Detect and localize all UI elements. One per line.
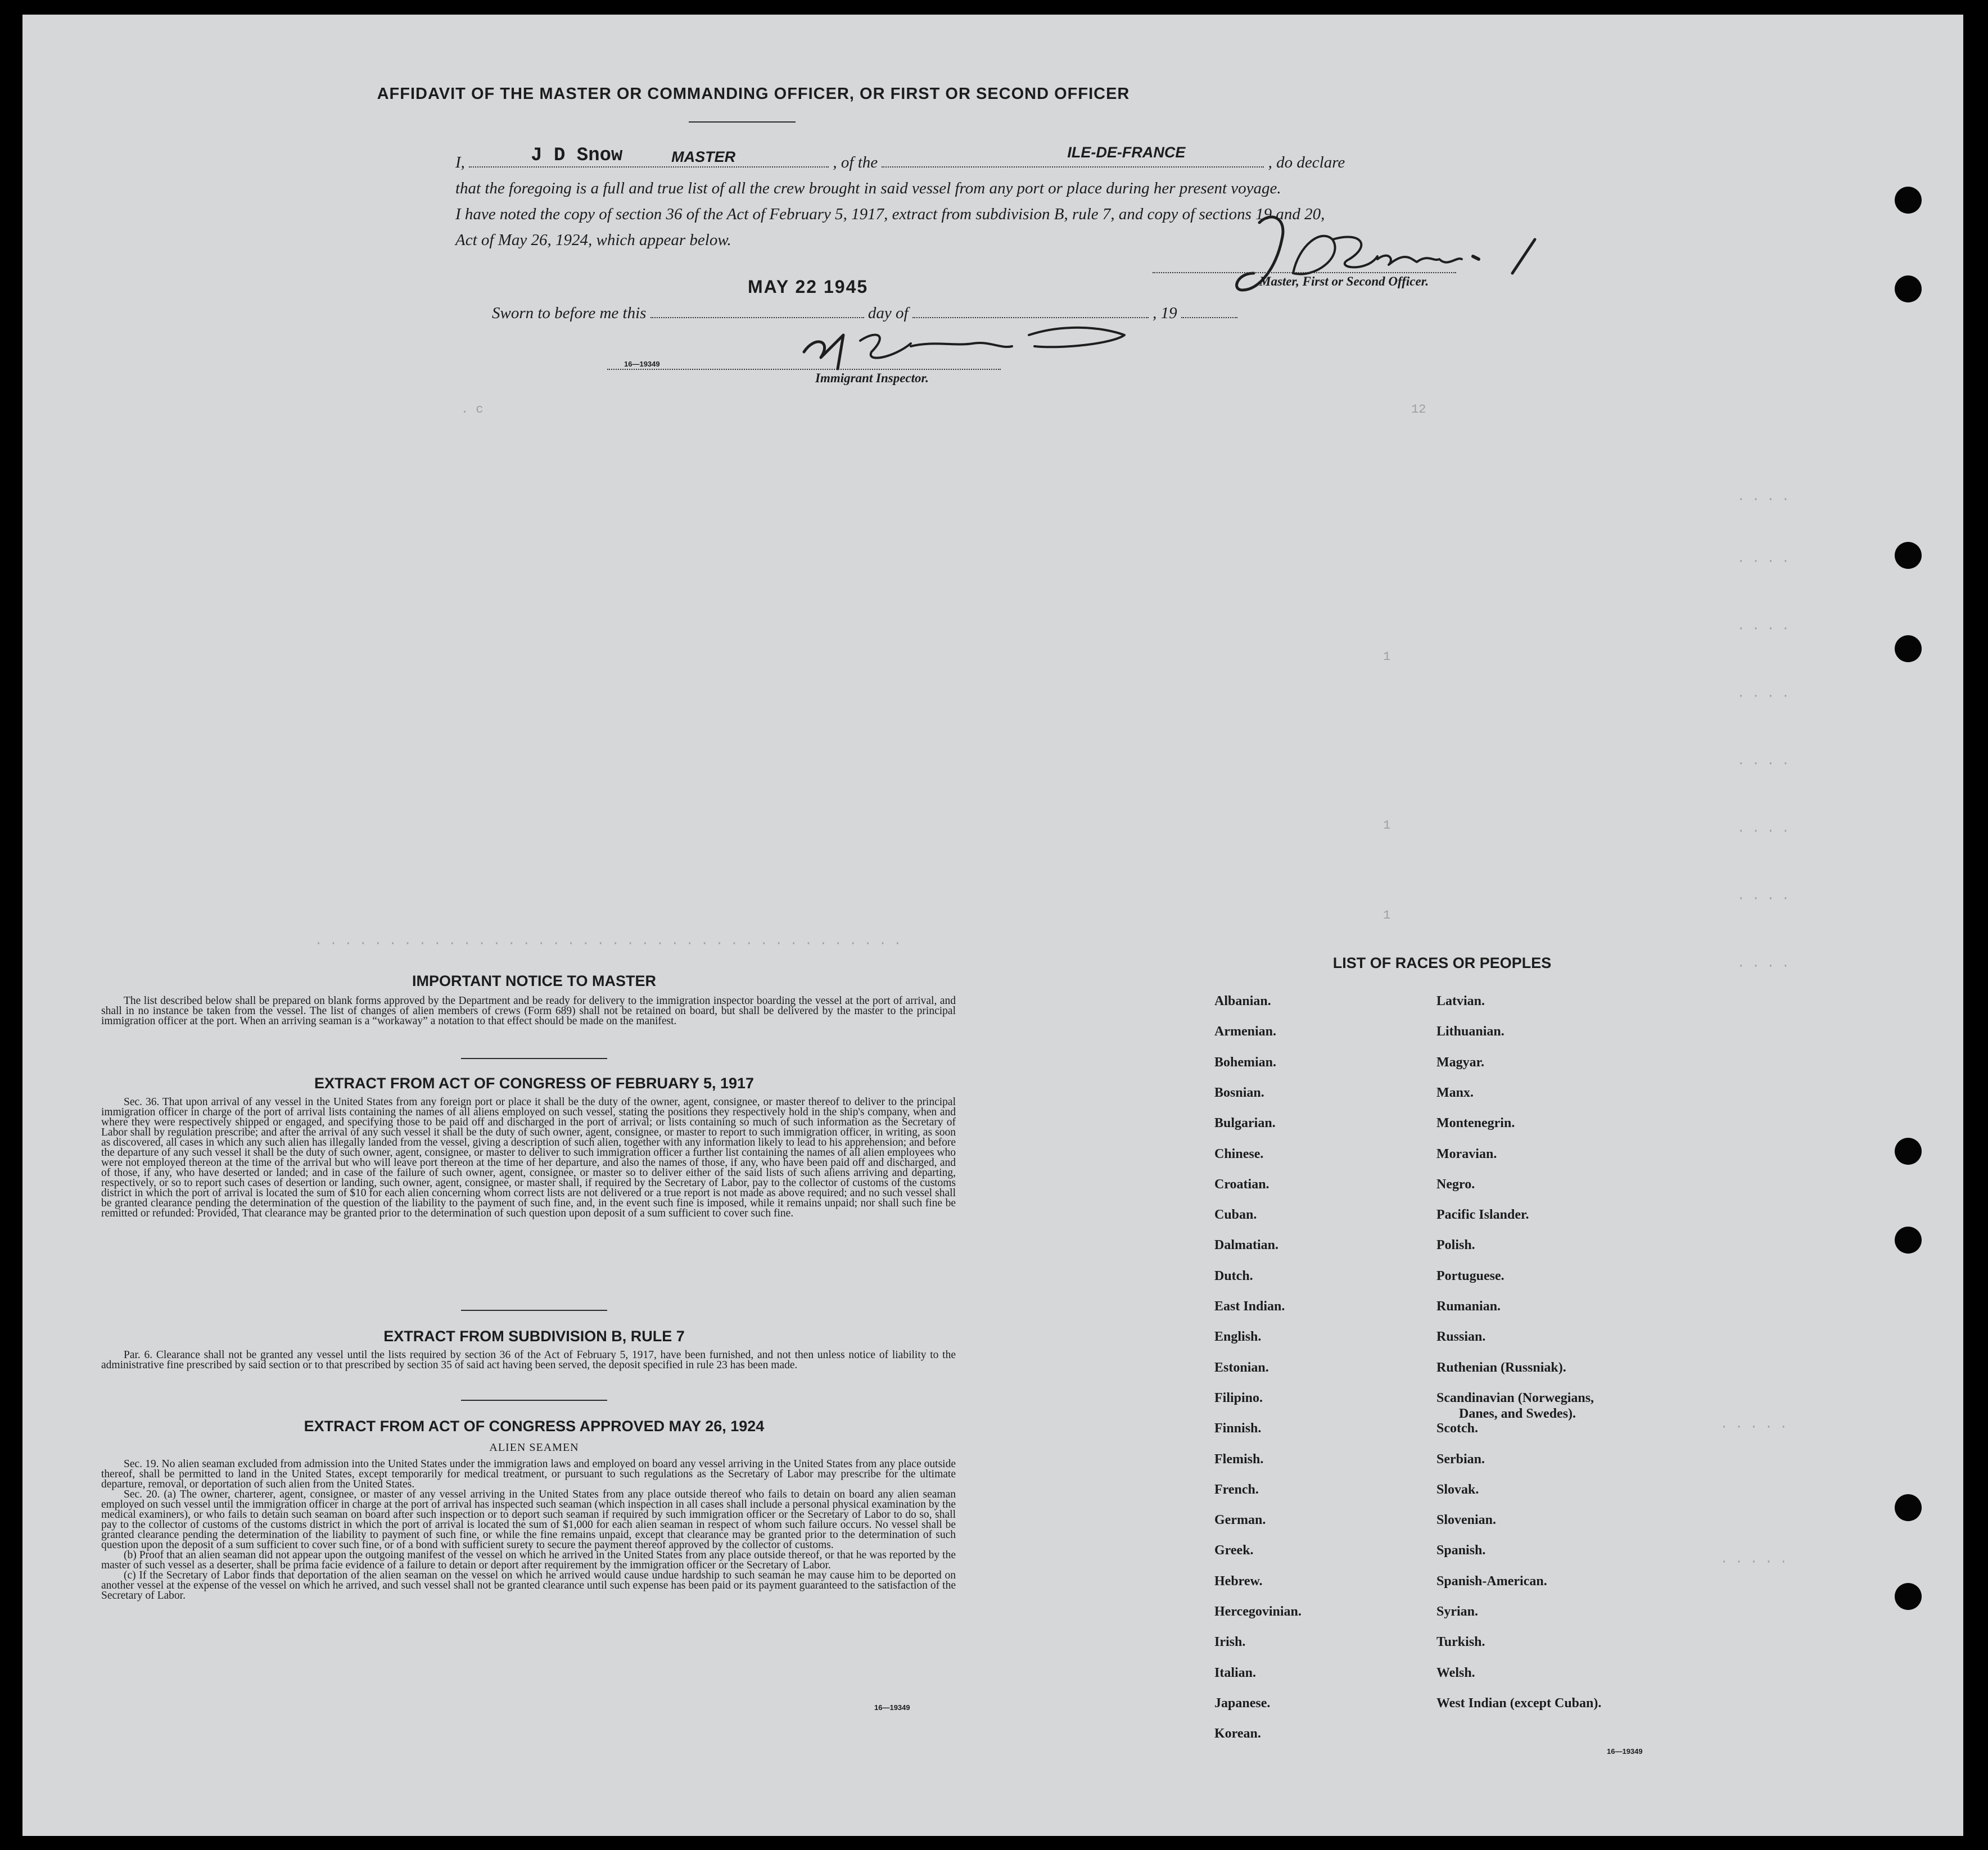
race-item: Hebrew.	[1214, 1574, 1263, 1589]
race-item: French.	[1214, 1482, 1259, 1497]
race-item: Albanian.	[1214, 994, 1271, 1008]
race-item: Slovak.	[1436, 1482, 1479, 1497]
binder-hole-icon	[1895, 187, 1922, 214]
race-item: Flemish.	[1214, 1452, 1264, 1467]
race-item: Turkish.	[1436, 1635, 1485, 1649]
binder-hole-icon	[1895, 1494, 1922, 1521]
extract-rule7-paragraph: Par. 6. Clearance shall not be granted any vessel until the lists required by section 36 of the Act of February 5, 1917, have been furnished, and not then unless notice of liability to the administrative fine prescribed by said section or to that prescribed by section 35 of said act having been served, the deposit specified in rule 23 has been made.	[101, 1349, 956, 1371]
race-item: Greek.	[1214, 1543, 1254, 1558]
race-item: Chinese.	[1214, 1147, 1264, 1161]
race-item: Armenian.	[1214, 1024, 1276, 1039]
notice-title: IMPORTANT NOTICE TO MASTER	[412, 973, 656, 989]
sworn-year-field	[1181, 317, 1237, 318]
binder-hole-icon	[1895, 635, 1922, 662]
race-item: Dutch.	[1214, 1269, 1253, 1283]
race-item: Manx.	[1436, 1085, 1474, 1100]
race-item: Polish.	[1436, 1238, 1475, 1252]
race-item: Rumanian.	[1436, 1299, 1501, 1314]
divider-2	[461, 1310, 607, 1311]
divider-1	[461, 1058, 607, 1059]
race-item: English.	[1214, 1329, 1262, 1344]
extract-1924-sec20b: (b) Proof that an alien seaman did not appear upon the outgoing manifest of the vessel on which he arrived in the United States from any place outside thereof, or that he was reported by the master of such vessel as a deserter, shall be prima facie evidence of a failure to detain or deport after requirement by the immigration officer or the Secretary of Labor.	[101, 1549, 956, 1571]
document-page: . c 12 · · · · · · · · · · · · · · · · · · · · · · · · · · · · · · · · 1 1 1 · · · · · · · · · · · · · · · · · · · · · · · · · · · · · · · · · · · · · · · · · · · · · · · · · · AFFIDAVIT OF THE MASTER OR COMMANDING OFFICER, OR FIRST OR SECOND OFFICER I, J D Snow MASTER , of the ILE-DE-FRANCE , do declare that the foregoing is a full and true list of all the crew brought in said vessel from any port or place during her present voyage. I have noted the copy of section 36 of the Act of February 5, 1917, extract from subdivision B, rule 7, and copy of sections 19 and 20, Act of May 26, 1924, which appear below. Master, First or Second Officer. MAY 22 1945 Sworn to before me this day of , 19 16—19349 Immigrant Inspector. IMPORTANT NOTICE TO MASTER The list described below shall be prepared on blank forms approved by the Department and be ready for delivery to the immigration inspector boarding the vessel at the port of arrival, and shall in no instance be taken from the vessel. The list of changes of alien members of crews (Form 689) shall not be retained on board, but shall be delivered by the master to the principal immigration officer at the port. When an arriving seaman is a “workaway” a notation to that effect should be made on the manifest. EXTRACT FROM ACT OF CONGRESS OF FEBRUARY 5, 1917 Sec. 36. That upon arrival of any vessel in the United States from any foreign port or place it shall be the duty of the owner, agent, consignee, or master thereof to deliver to the principal immigration officer in charge of the port of arrival lists containing the names of all aliens employed on such vessel, stating the positions they respectively hold in the ship's company, when and where they were respectively shipped or engaged, and specifying those to be paid off and discharged in the port of arrival; or lists containing so much of such information as the Secretary of Labor shall by regulation prescribe; and after the arrival of any such vessel it shall be the duty of such owner, agent, consignee, or master to report to such immigration officer, in writing, as soon as discovered, all cases in which any such alien has illegally landed from the vessel, giving a description of such alien, together with any information likely to lead to his apprehension; and before the departure of any such vessel it shall be the duty of such owner, agent, consignee, or master to deliver to such immigration officer a further list containing the names of all alien employees who were not employed thereon at the time of the arrival but who will leave port thereon at the time of her departure, and also the names of those, if any, who have been paid off and discharged, and of those, if any, who have deserted or landed; and in case of the failure of such owner, agent, consignee, or master so to deliver either of the said lists of such aliens arriving and departing, respectively, or so to report such cases of desertion or landing, such owner, agent, consignee, or master shall, if required by the Secretary of Labor, pay to the collector of customs of the customs district in which the port of arrival is located the sum of $10 for each alien concerning whom correct lists are not delivered or a true report is not made as above required; and no such vessel shall be granted clearance pending the determination of the question of the liability to the payment of such fine, and, in the event such fine is imposed, while it remains unpaid; nor shall such fine be remitted or refunded: Provided, That clearance may be granted prior to the determination of such question upon deposit of a sum sufficient to cover such fine. EXTRACT FROM SUBDIVISION B, RULE 7 Par. 6. Clearance shall not be granted any vessel until the lists required by section 36 of the Act of February 5, 1917, have been furnished, and not then unless notice of liability to the administrative fine prescribed by said section or to that prescribed by section 35 of said act having been served, the deposit specified in rule 23 has been made. EXTRACT FROM ACT OF CONGRESS APPROVED MAY 26, 1924 ALIEN SEAMEN Sec. 19. No alien seaman excluded from admission into the United States under the immigration laws and employed on board any vessel arriving in the United States from any place outside thereof, shall be permitted to land in the United States, except temporarily for medical treatment, or pursuant to such regulations as the Secretary of Labor may prescribe for the ultimate departure, removal, or deportation of such alien from the United States. Sec. 20. (a) The owner, charterer, agent, consignee, or master of any vessel arriving in the United States from any place outside thereof who fails to detain on board any alien seaman employed on such vessel until the immigration officer in charge at the port of arrival has inspected such seaman (which inspection in all cases shall include a personal physical examination by the medical examiners), or who fails to detain such seaman on board after such inspection or to deport such seaman if required by such immigration officer or the Secretary of Labor to do so, shall pay to the collector of customs of the customs district in which the port of arrival is located the sum of $1,000 for each alien seaman in respect of whom such failure occurs. No vessel shall be granted clearance pending the determination of the liability to payment of such fine, or while the fine remains unpaid, except that clearance may be granted prior to the determination of such question upon the deposit of a sum sufficient to cover such fine, or of a bond with sufficient surety to secure the payment thereof approved by the collector of customs. (b) Proof that an alien seaman did not appear upon the outgoing manifest of the vessel on which he arrived in the United States from any place outside thereof, or that he was reported by the master of such vessel as a deserter, shall be prima facie evidence of a failure to detain or deport after requirement by the immigration officer or the Secretary of Labor. (c) If the Secretary of Labor finds that deportation of the alien seaman on the vessel on which he arrived would cause undue hardship to such seaman he may cause him to be deported on another vessel at the expense of the vessel on which he arrived, and such vessel shall not be granted clearance until such expense has been paid or its payment guaranteed to the satisfaction of the Secretary of Labor. 16—19349 LIST OF RACES OR PEOPLES Albanian. Armenian. Bohemian. Bosnian. Bulgarian. Chinese. Croatian. Cuban. Dalmatian. Dutch. East Indian. English. Estonian. Filipino. Finnish. Flemish. French. German. Greek. Hebrew. Hercegovinian. Irish. Italian. Japanese. Korean. Latvian. Lithuanian. Magyar. Manx. Montenegrin. Moravian. Negro. Pacific Islander. Polish. Portuguese. Rumanian. Russian. Ruthenian (Russniak). Scandinavian (Norwegians, Danes, and Swedes). Scotch. Serbian. Slovak. Slovenian. Spanish. Spanish-American. Syrian. Turkish. Welsh. West Indian (except Cuban). 16—19349	[22, 15, 1963, 1836]
race-item: Italian.	[1214, 1666, 1257, 1680]
affidavit-form-number: 16—19349	[624, 360, 660, 368]
race-item: Portuguese.	[1436, 1269, 1504, 1283]
sworn-text: Sworn to before me this	[492, 304, 647, 322]
extract-1917-paragraph: Sec. 36. That upon arrival of any vessel in the United States from any foreign port or place it shall be the duty of the owner, agent, consignee, or master thereof to deliver to the principal immigration officer in charge of the port of arrival lists containing the names of all aliens employed on such vessel, stating the positions they respectively hold in the ship's company, when and where they were respectively shipped or engaged, and specifying those to be paid off and discharged in the port of arrival; or lists containing so much of such information as the Secretary of Labor shall by regulation prescribe; and after the arrival of any such vessel it shall be the duty of such owner, agent, consignee, or master to report to such immigration officer, in writing, as soon as discovered, all cases in which any such alien has illegally landed from the vessel, giving a description of such alien, together with any information likely to lead to his apprehension; and before the departure of any such vessel it shall be the duty of such owner, agent, consignee, or master to deliver to such immigration officer a further list containing the names of all alien employees who were not employed thereon at the time of the arrival but who will leave port thereon at the time of her departure, and also the names of those, if any, who have been paid off and discharged, and of those, if any, who have deserted or landed; and in case of the failure of such owner, agent, consignee, or master so to deliver either of the said lists of such aliens arriving and departing, respectively, or so to report such cases of desertion or landing, such owner, agent, consignee, or master shall, if required by the Secretary of Labor, pay to the collector of customs of the customs district in which the port of arrival is located the sum of $10 for each alien concerning whom correct lists are not delivered or a true report is not made as above required; and no such vessel shall be granted clearance pending the determination of the question of the liability to the payment of such fine, and, in the event such fine is imposed, while it remains unpaid; nor shall such fine be remitted or refunded: Provided, That clearance may be granted prior to the determination of such question upon deposit of a sum sufficient to cover such fine.	[101, 1096, 956, 1219]
race-item: Bosnian.	[1214, 1085, 1264, 1100]
affidavit-line-2: that the foregoing is a full and true list of all the crew brought in said vessel from any port or place during her present voyage.	[455, 179, 1281, 197]
race-item: Negro.	[1436, 1177, 1475, 1192]
affidavit-of-the: , of the	[833, 153, 878, 171]
divider-3	[461, 1400, 607, 1401]
race-item: Filipino.	[1214, 1391, 1263, 1405]
affidavit-line-1	[455, 144, 1557, 175]
race-item: Dalmatian.	[1214, 1238, 1278, 1252]
extract-1924-sec20c: (c) If the Secretary of Labor finds that deportation of the alien seaman on the vessel on which he arrived would cause undue hardship to such seaman he may cause him to be deported on another vessel at the expense of the vessel on which he arrived, and such vessel shall not be granted clearance until such expense has been paid or its payment guaranteed to the satisfaction of the Secretary of Labor.	[101, 1569, 956, 1602]
extract-1924-subtitle: ALIEN SEAMEN	[489, 1441, 579, 1454]
vessel-name: ILE-DE-FRANCE	[1067, 144, 1186, 161]
extract-rule7-title: EXTRACT FROM SUBDIVISION B, RULE 7	[383, 1328, 685, 1345]
race-item: Japanese.	[1214, 1696, 1271, 1711]
extract-1924-text	[101, 1459, 956, 1601]
race-item: Ruthenian (Russniak).	[1436, 1360, 1566, 1375]
title-divider	[689, 121, 796, 123]
race-item: Korean.	[1214, 1726, 1261, 1741]
race-item: Irish.	[1214, 1635, 1246, 1649]
race-item: Serbian.	[1436, 1452, 1485, 1467]
affidavit-do-declare: , do declare	[1268, 153, 1345, 171]
race-item: Scotch.	[1436, 1421, 1478, 1436]
sworn-year-prefix: , 19	[1153, 304, 1177, 322]
master-name: J D Snow	[531, 145, 623, 166]
race-item: Finnish.	[1214, 1421, 1262, 1436]
master-rank: MASTER	[671, 148, 736, 165]
affidavit-i: I,	[455, 153, 465, 171]
affidavit-title: AFFIDAVIT OF THE MASTER OR COMMANDING OFFICER, OR FIRST OR SECOND OFFICER	[377, 85, 1130, 103]
affidavit-line-3: I have noted the copy of section 36 of the Act of February 5, 1917, extract from subdivision B, rule 7, and copy of sections 19 and 20,	[455, 205, 1325, 223]
race-item: Cuban.	[1214, 1207, 1257, 1222]
race-item: Hercegovinian.	[1214, 1604, 1302, 1619]
races-title: LIST OF RACES OR PEOPLES	[1332, 955, 1552, 971]
inspector-signature-line	[607, 369, 1001, 370]
affidavit-line-4: Act of May 26, 1924, which appear below.	[455, 231, 731, 249]
race-item: Scandinavian (Norwegians,	[1436, 1391, 1594, 1405]
binder-hole-icon	[1895, 275, 1922, 302]
race-item: Magyar.	[1436, 1055, 1485, 1070]
race-item: Croatian.	[1214, 1177, 1269, 1192]
race-item: Russian.	[1436, 1329, 1486, 1344]
binder-hole-icon	[1895, 1227, 1922, 1254]
inspector-caption: Immigrant Inspector.	[815, 371, 929, 385]
extract-1917-title: EXTRACT FROM ACT OF CONGRESS OF FEBRUARY 5, 1917	[314, 1075, 754, 1092]
sworn-day-of: day of	[868, 304, 909, 322]
race-item: German.	[1214, 1513, 1266, 1527]
race-item: Lithuanian.	[1436, 1024, 1504, 1039]
race-item: Syrian.	[1436, 1604, 1479, 1619]
master-signature-line	[1153, 272, 1456, 273]
races-form-number: 16—19349	[1607, 1747, 1643, 1756]
race-item: West Indian (except Cuban).	[1436, 1696, 1602, 1711]
extract-1924-title: EXTRACT FROM ACT OF CONGRESS APPROVED MAY 26, 1924	[304, 1418, 765, 1435]
race-item: Moravian.	[1436, 1147, 1497, 1161]
race-item: Bohemian.	[1214, 1055, 1277, 1070]
race-item: Spanish.	[1436, 1543, 1486, 1558]
extract-1924-sec19: Sec. 19. No alien seaman excluded from admission into the United States under the immigration laws and employed on board any vessel arriving in the United States from any place outside thereof, shall be permitted to land in the United States, except temporarily for medical treatment, or pursuant to such regulations as the Secretary of Labor may prescribe for the ultimate departure, removal, or deportation of such alien from the United States.	[101, 1458, 956, 1490]
race-item: Montenegrin.	[1436, 1116, 1515, 1130]
notice-paragraph: The list described below shall be prepared on blank forms approved by the Department and be ready for delivery to the immigration inspector boarding the vessel at the port of arrival, and shall in no instance be taken from the vessel. The list of changes of alien members of crews (Form 689) shall not be retained on board, but shall be delivered by the master to the principal immigration officer at the port. When an arriving seaman is a “workaway” a notation to that effect should be made on the manifest.	[101, 995, 956, 1027]
race-item: Danes, and Swedes).	[1459, 1406, 1576, 1421]
binder-hole-icon	[1895, 1583, 1922, 1610]
race-item: Spanish-American.	[1436, 1574, 1547, 1589]
date-stamp: MAY 22 1945	[748, 277, 869, 297]
binder-hole-icon	[1895, 1138, 1922, 1165]
notice-text	[101, 996, 956, 1026]
race-item: Estonian.	[1214, 1360, 1269, 1375]
race-item: Welsh.	[1436, 1666, 1475, 1680]
race-item: Slovenian.	[1436, 1513, 1497, 1527]
extract-form-number: 16—19349	[874, 1703, 910, 1712]
race-item: East Indian.	[1214, 1299, 1285, 1314]
race-item: Bulgarian.	[1214, 1116, 1276, 1130]
extract-rule7-text	[101, 1350, 956, 1370]
vessel-name-field	[882, 144, 1264, 168]
master-signature-caption: Master, First or Second Officer.	[1259, 274, 1429, 288]
race-item: Pacific Islander.	[1436, 1207, 1529, 1222]
binder-hole-icon	[1895, 542, 1922, 569]
master-name-field	[469, 145, 829, 168]
extract-1917-text	[101, 1097, 956, 1219]
race-item: Latvian.	[1436, 994, 1485, 1008]
extract-1924-sec20a: Sec. 20. (a) The owner, charterer, agent, consignee, or master of any vessel arriving in the United States from any place outside thereof who fails to detain on board any alien seaman employed on such vessel until the immigration officer in charge at the port of arrival has inspected such seaman (which inspection in all cases shall include a personal physical examination by the medical examiners), or who fails to detain such seaman on board after such inspection or to deport such seaman if required by such immigration officer or the Secretary of Labor to do so, shall pay to the collector of customs of the customs district in which the port of arrival is located the sum of $1,000 for each alien seaman in respect of whom such failure occurs. No vessel shall be granted clearance pending the determination of the liability to payment of such fine, or while the fine remains unpaid, except that clearance may be granted prior to the determination of such question upon the deposit of a sum sufficient to cover such fine, or of a bond with sufficient surety to secure the payment thereof approved by the collector of customs.	[101, 1489, 956, 1551]
